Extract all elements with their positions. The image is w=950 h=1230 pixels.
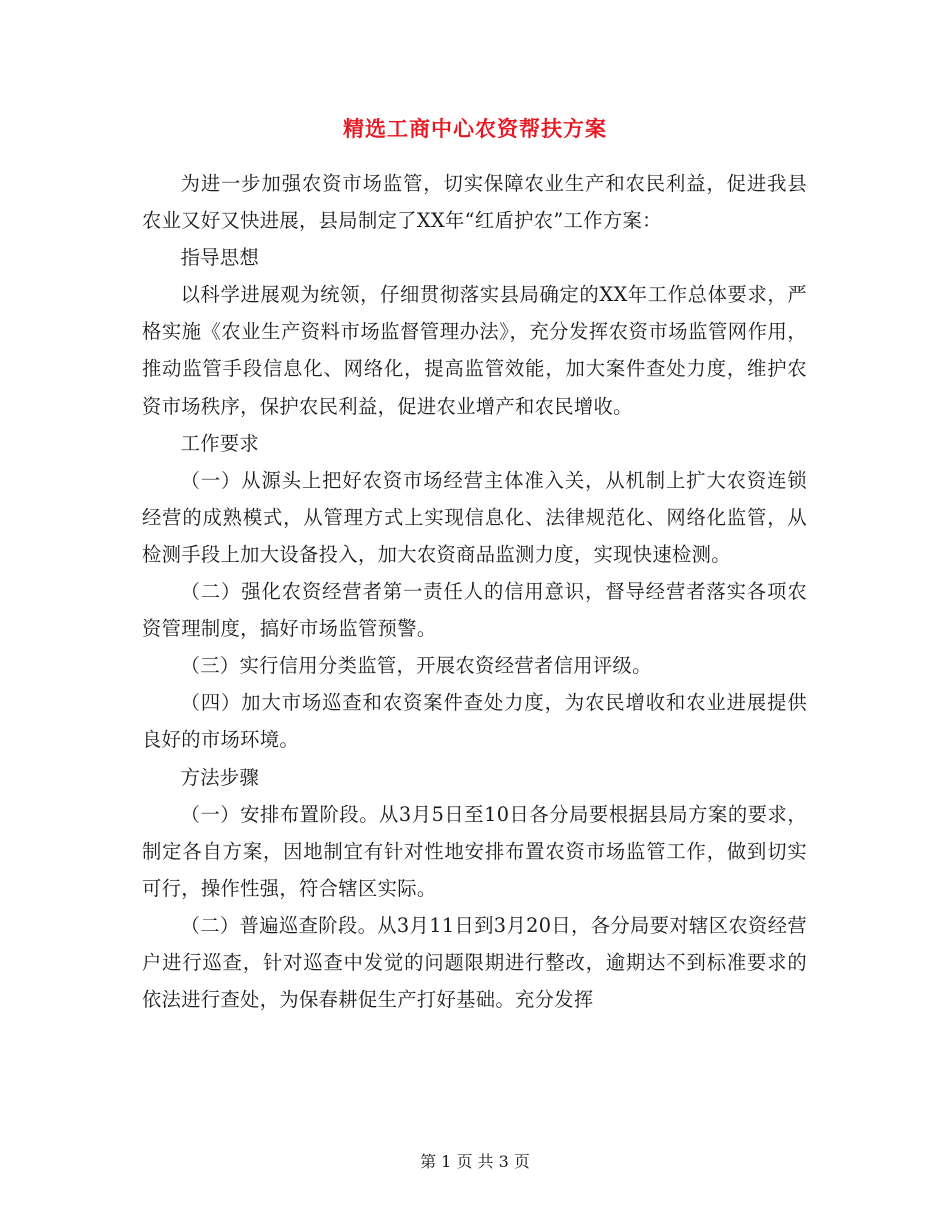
step-item-1: （一）安排布置阶段。从3月5日至10日各分局要根据县局方案的要求，制定各自方案，因地制宜有针对性地安排布置农资市场监管工作，做到切实可行，操作性强，符合辖区实际。 xyxy=(142,802,807,900)
step-item-2: （二）普遍巡查阶段。从3月11日到3月20日，各分局要对辖区农资经营户进行巡查，针对巡查中发觉的问题限期进行整改，逾期达不到标准要求的依法进行查处，为保春耕促生产打好基础。充分发挥 xyxy=(142,913,807,1012)
intro-paragraph: 为进一步加强农资市场监管，切实保障农业生产和农民利益，促进我县农业又好又快进展，县局制定了XX年“红盾护农”工作方案： xyxy=(142,172,807,233)
section-heading-guiding-ideology: 指导思想 xyxy=(180,246,260,270)
section-heading-methods-steps: 方法步骤 xyxy=(180,765,260,789)
requirement-item-1: （一）从源头上把好农资市场经营主体准入关，从机制上扩大农资连锁经营的成熟模式，从管理方式上实现信息化、法律规范化、网络化监管，从检测手段上加大设备投入，加大农资商品监测力度，实现快速检测。 xyxy=(142,468,807,566)
document-title: 精选工商中心农资帮扶方案 xyxy=(343,116,607,141)
requirement-item-3: （三）实行信用分类监管，开展农资经营者信用评级。 xyxy=(180,654,652,678)
requirement-item-4: （四）加大市场巡查和农资案件查处力度，为农民增收和农业进展提供良好的市场环境。 xyxy=(142,691,807,752)
page-number-footer: 第 1 页 共 3 页 xyxy=(420,1152,530,1171)
requirement-item-2: （二）强化农资经营者第一责任人的信用意识，督导经营者落实各项农资管理制度，搞好市场监管预警。 xyxy=(142,580,807,641)
document-body xyxy=(142,165,807,1018)
section-heading-work-requirements: 工作要求 xyxy=(180,431,260,455)
guiding-ideology-paragraph: 以科学进展观为统领，仔细贯彻落实县局确定的XX年工作总体要求，严格实施《农业生产资料市场监督管理办法》，充分发挥农资市场监管网作用，推动监管手段信息化、网络化，提高监管效能，加大案件查处力度，维护农资市场秩序，保护农民利益，促进农业增产和农民增收。 xyxy=(142,283,807,418)
